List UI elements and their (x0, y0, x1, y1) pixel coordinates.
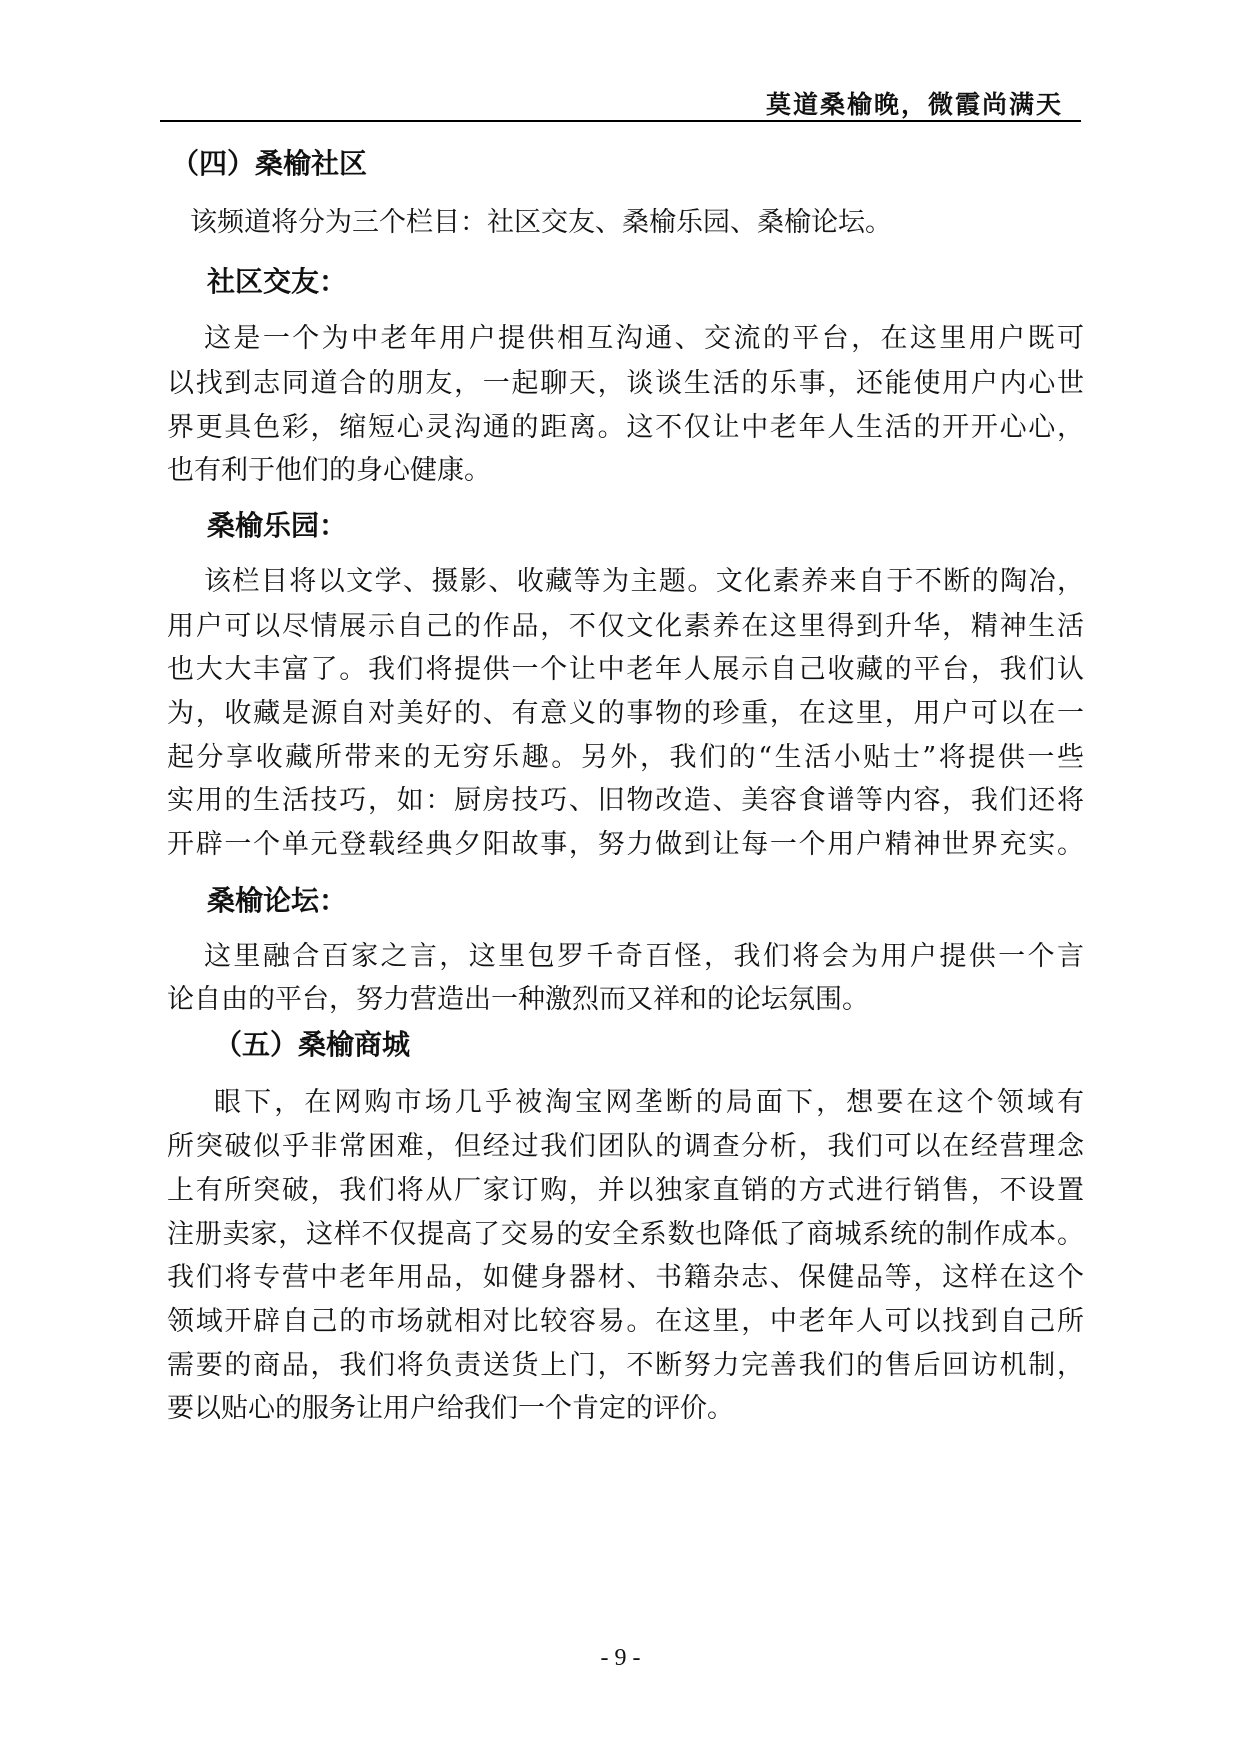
paragraph-line: 也大大丰富了。我们将提供一个让中老年人展示自己收藏的平台，我们认 (167, 654, 1084, 685)
paragraph-line: 领域开辟自己的市场就相对比较容易。在这里，中老年人可以找到自己所 (167, 1306, 1084, 1337)
paragraph-line: 开辟一个单元登载经典夕阳故事，努力做到让每一个用户精神世界充实。 (167, 829, 1084, 860)
paragraph-line: 所突破似乎非常困难，但经过我们团队的调查分析，我们可以在经营理念 (167, 1131, 1084, 1162)
header-divider (160, 120, 1081, 122)
paragraph-line: 界更具色彩，缩短心灵沟通的距离。这不仅让中老年人生活的开开心心， (167, 412, 1084, 443)
subheading-paradise: 桑榆乐园： (207, 509, 348, 542)
paragraph-line: 要以贴心的服务让用户给我们一个肯定的评价。 (167, 1393, 734, 1424)
paragraph-line: 以找到志同道合的朋友，一起聊天，谈谈生活的乐事，还能使用户内心世 (167, 368, 1084, 399)
subheading-forum: 桑榆论坛： (207, 884, 348, 917)
paragraph-line: 这是一个为中老年用户提供相互沟通、交流的平台，在这里用户既可 (204, 323, 1084, 354)
paragraph-line: 实用的生活技巧，如：厨房技巧、旧物改造、美容食谱等内容，我们还将 (167, 785, 1084, 816)
paragraph-line: 眼下，在网购市场几乎被淘宝网垄断的局面下，想要在这个领域有 (214, 1087, 1084, 1118)
paragraph-line: 论自由的平台，努力营造出一种激烈而又祥和的论坛氛围。 (167, 984, 869, 1015)
paragraph-line: 起分享收藏所带来的无穷乐趣。另外，我们的“生活小贴士”将提供一些 (167, 742, 1084, 773)
community-intro: 该频道将分为三个栏目：社区交友、桑榆乐园、桑榆论坛。 (190, 207, 892, 238)
paragraph-line: 也有利于他们的身心健康。 (167, 455, 491, 486)
paragraph-line: 用户可以尽情展示自己的作品，不仅文化素养在这里得到升华，精神生活 (167, 611, 1084, 642)
section-heading-mall: （五）桑榆商城 (214, 1028, 411, 1061)
paragraph-line: 这里融合百家之言，这里包罗千奇百怪，我们将会为用户提供一个言 (204, 941, 1084, 972)
page-number: - 9 - (600, 1645, 641, 1671)
header-motto: 莫道桑榆晚，微霞尚满天 (765, 90, 1063, 119)
paragraph-line: 我们将专营中老年用品，如健身器材、书籍杂志、保健品等，这样在这个 (167, 1262, 1084, 1293)
subheading-friends: 社区交友： (207, 265, 348, 298)
paragraph-line: 上有所突破，我们将从厂家订购，并以独家直销的方式进行销售，不设置 (167, 1175, 1084, 1206)
paragraph-line: 需要的商品，我们将负责送货上门，不断努力完善我们的售后回访机制， (167, 1350, 1084, 1381)
section-heading-community: （四）桑榆社区 (171, 147, 368, 180)
paragraph-line: 为，收藏是源自对美好的、有意义的事物的珍重，在这里，用户可以在一 (167, 698, 1084, 729)
paragraph-line: 注册卖家，这样不仅提高了交易的安全系数也降低了商城系统的制作成本。 (167, 1219, 1084, 1250)
paragraph-line: 该栏目将以文学、摄影、收藏等为主题。文化素养来自于不断的陶冶， (204, 566, 1084, 597)
